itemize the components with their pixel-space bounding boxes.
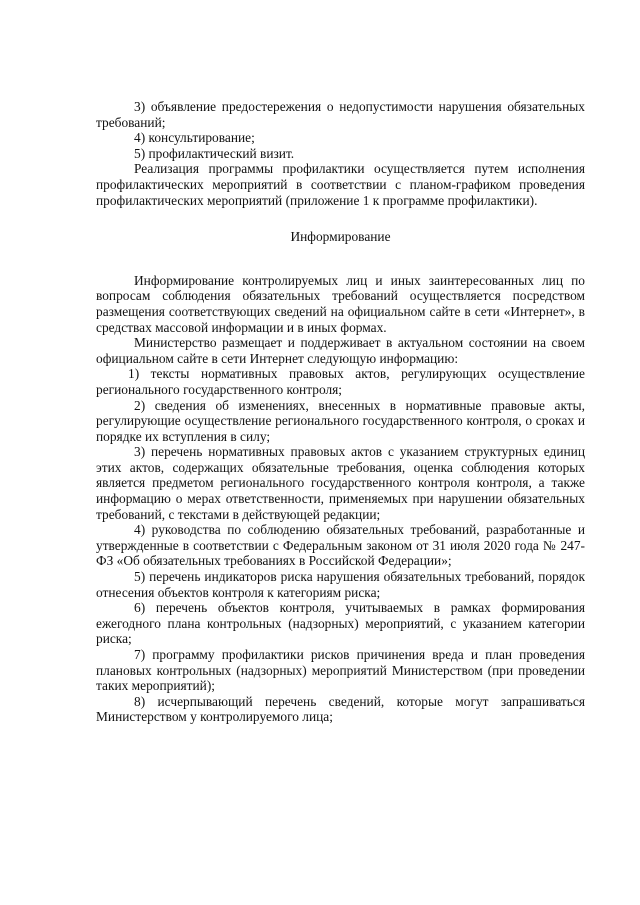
document-body	[96, 99, 585, 725]
list-item-2: 2) сведения об изменениях, внесенных в нормативные правовые акты, регулирующие осуществление регионального государственного контроля, о сроках и порядке их вступления в силу;	[96, 397, 585, 444]
paragraph-item-5: 5) профилактический визит.	[134, 145, 295, 161]
section-heading: Информирование	[290, 229, 391, 245]
paragraph-implementation: Реализация программы профилактики осуществляется путем исполнения профилактических мероприятий в соответствии с планом-графиком проведения профилактических мероприятий (приложение 1 к программе профилактики).	[96, 161, 585, 208]
list-item-1: 1) тексты нормативных правовых актов, регулирующих осуществление регионального государственного контроля;	[96, 366, 585, 397]
list-item-7: 7) программу профилактики рисков причинения вреда и план проведения плановых контрольных (надзорных) мероприятий Министерством (при проведении таких мероприятий);	[96, 647, 585, 694]
list-item-3: 3) перечень нормативных правовых актов с указанием структурных единиц этих актов, содержащих обязательные требования, оценка соблюдения которых является предметом регионального государственного контроля контроля, а также информацию о мерах ответственности, применяемых при нарушении обязательных требований, с текстами в действующей редакции;	[96, 444, 585, 522]
list-item-8: 8) исчерпывающий перечень сведений, которые могут запрашиваться Министерством у контролируемого лица;	[96, 693, 585, 725]
list-item-4: 4) руководства по соблюдению обязательных требований, разработанные и утвержденные в соответствии с Федеральным законом от 31 июля 2020 года № 247-ФЗ «Об обязательных требованиях в Российской Федерации»;	[96, 522, 585, 569]
paragraph-informing-intro: Информирование контролируемых лиц и иных заинтересованных лиц по вопросам соблюдения обязательных требований осуществляется посредством размещения соответствующих сведений на официальном сайте в сети «Интернет», в средствах массовой информации и в иных формах.	[96, 272, 585, 335]
paragraph-item-4: 4) консультирование;	[134, 130, 255, 146]
list-item-6: 6) перечень объектов контроля, учитываемых в рамках формирования ежегодного плана контрольных (надзорных) мероприятий, с указанием категории риска;	[96, 600, 585, 647]
list-item-5: 5) перечень индикаторов риска нарушения обязательных требований, порядок отнесения объектов контроля к категориям риска;	[96, 569, 585, 600]
paragraph-ministry-info: Министерство размещает и поддерживает в актуальном состоянии на своем официальном сайте в сети Интернет следующую информацию:	[96, 335, 585, 366]
paragraph-item-3: 3) объявление предостережения о недопустимости нарушения обязательных требований;	[96, 99, 585, 130]
